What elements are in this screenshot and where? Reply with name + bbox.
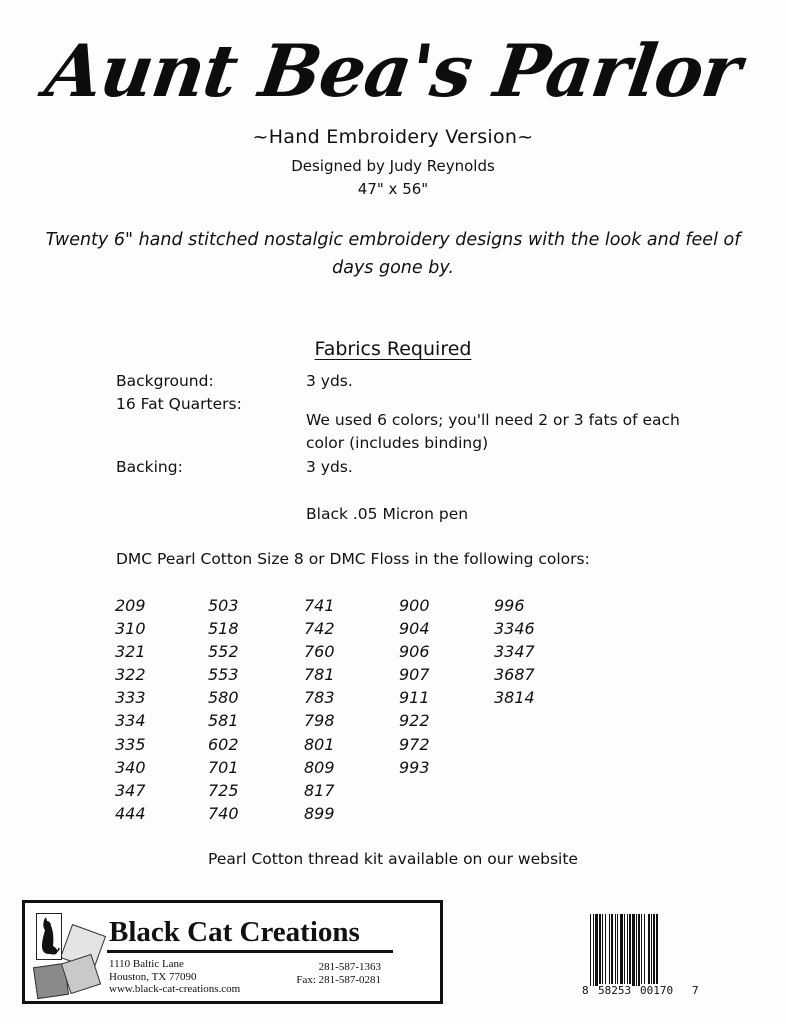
fax-number: Fax: 281-587-0281: [296, 973, 381, 986]
upc-barcode: [582, 914, 699, 999]
dmc-color-code: 904: [399, 619, 430, 639]
barcode-bar: [605, 914, 606, 986]
dmc-color-code: 781: [304, 665, 335, 685]
dmc-color-code: 798: [304, 711, 335, 731]
dmc-color-code: 906: [399, 642, 430, 662]
dmc-color-code: 503: [208, 596, 239, 615]
dmc-color-code: 907: [399, 665, 430, 685]
dmc-color-code: 602: [208, 734, 239, 754]
dmc-color-code: 333: [115, 688, 146, 708]
divider: [107, 950, 393, 953]
barcode-bar: [644, 914, 645, 986]
dmc-color-code: 321: [115, 642, 146, 662]
barcode-bar: [638, 914, 640, 986]
dmc-color-code: 3347: [494, 642, 535, 662]
color-column: [115, 594, 205, 825]
dmc-color-code: 817: [304, 780, 335, 800]
barcode-bar: [641, 914, 642, 986]
barcode-bar: [609, 914, 610, 986]
color-column: [304, 594, 394, 825]
fabric-label: Backing:: [116, 458, 183, 476]
barcode-bar: [632, 914, 635, 986]
dmc-color-code: 996: [494, 596, 525, 615]
address-line: 1110 Baltic Lane: [109, 958, 184, 970]
barcode-bars: [584, 914, 696, 986]
dmc-color-code: 340: [115, 757, 146, 777]
fabric-value: We used 6 colors; you'll need 2 or 3 fats of each color (includes binding): [306, 411, 680, 452]
designer-credit: Designed by Judy Reynolds: [291, 157, 495, 175]
dmc-color-code: 322: [115, 665, 146, 685]
dmc-color-code: 347: [115, 780, 146, 800]
company-name: Black Cat Creations: [109, 916, 360, 948]
barcode-bar: [651, 914, 652, 986]
barcode-bar: [611, 914, 613, 986]
dmc-color-code: 552: [208, 642, 239, 662]
dmc-color-code: 725: [208, 780, 239, 800]
dmc-color-code: 741: [304, 596, 335, 615]
fabric-value: 3 yds.: [306, 458, 353, 476]
color-column: [494, 594, 584, 709]
barcode-bar: [615, 914, 616, 986]
dmc-color-code: 993: [399, 757, 430, 777]
company-logo-box: [22, 900, 443, 1004]
company-website[interactable]: www.black-cat-creations.com: [109, 983, 241, 995]
dmc-color-code: 701: [208, 757, 239, 777]
pattern-subtitle: ~Hand Embroidery Version~: [252, 126, 534, 148]
dmc-color-code: 444: [115, 803, 146, 823]
dmc-color-code: 3814: [494, 688, 535, 708]
dmc-color-code: 911: [399, 688, 430, 708]
barcode-digit-group: 00170: [640, 984, 674, 997]
barcode-bar: [636, 914, 637, 986]
dmc-color-code: 335: [115, 734, 146, 754]
fabric-label: 16 Fat Quarters:: [116, 395, 242, 413]
color-column: [399, 594, 489, 779]
dmc-color-code: 334: [115, 711, 146, 731]
barcode-digit: 7: [692, 984, 699, 997]
cat-frame: [36, 913, 62, 960]
kit-note: Pearl Cotton thread kit available on our website: [208, 850, 578, 868]
dmc-color-code: 209: [115, 596, 146, 615]
barcode-bar: [590, 914, 591, 986]
quilt-size: 47" x 56": [357, 180, 429, 198]
dmc-color-code: 581: [208, 711, 239, 731]
dmc-color-code: 922: [399, 711, 430, 731]
barcode-bar: [656, 914, 658, 986]
barcode-bar: [627, 914, 628, 986]
pen-requirement: Black .05 Micron pen: [306, 505, 469, 523]
dmc-color-code: 3346: [494, 619, 535, 639]
address-line: Houston, TX 77090: [109, 970, 197, 983]
barcode-bar: [617, 914, 618, 986]
dmc-color-code: 518: [208, 619, 239, 639]
dmc-color-code: 801: [304, 734, 335, 754]
dmc-color-code: 3687: [494, 665, 535, 685]
dmc-color-code: 899: [304, 803, 335, 823]
dmc-color-code: 809: [304, 757, 335, 777]
color-column: [208, 594, 298, 825]
barcode-bar: [602, 914, 603, 986]
barcode-digit-group: 58253: [598, 984, 632, 997]
dmc-color-code: 580: [208, 688, 239, 708]
dmc-color-code: 740: [208, 803, 239, 823]
dmc-color-code: 972: [399, 734, 430, 754]
dmc-intro: DMC Pearl Cotton Size 8 or DMC Floss in the following colors:: [116, 550, 590, 568]
barcode-digit: 8: [582, 984, 589, 997]
dmc-color-code: 553: [208, 665, 239, 685]
barcode-bar: [624, 914, 625, 986]
barcode-bar: [653, 914, 655, 986]
dmc-color-code: 742: [304, 619, 335, 639]
dmc-color-code: 310: [115, 619, 146, 639]
barcode-bar: [629, 914, 631, 986]
dmc-color-code: 760: [304, 642, 335, 662]
black-cat-icon: [37, 914, 61, 959]
dmc-color-code: 783: [304, 688, 335, 708]
barcode-bar: [620, 914, 623, 986]
phone-number: 281-587-1363: [318, 961, 381, 973]
fabrics-heading: Fabrics Required: [314, 338, 472, 360]
barcode-bar: [599, 914, 601, 986]
barcode-bar: [595, 914, 598, 986]
barcode-bar: [648, 914, 650, 986]
pattern-title: Aunt Bea's Parlor: [40, 28, 746, 113]
company-contact: [281, 961, 381, 986]
barcode-bar: [593, 914, 594, 986]
company-address: [109, 958, 240, 996]
intro-text: Twenty 6" hand stitched nostalgic embroidery designs with the look and feel of days gone by.: [45, 230, 741, 278]
fabric-value: 3 yds.: [306, 372, 353, 390]
dmc-color-code: 900: [399, 596, 430, 615]
fabric-label: Background:: [116, 372, 214, 390]
